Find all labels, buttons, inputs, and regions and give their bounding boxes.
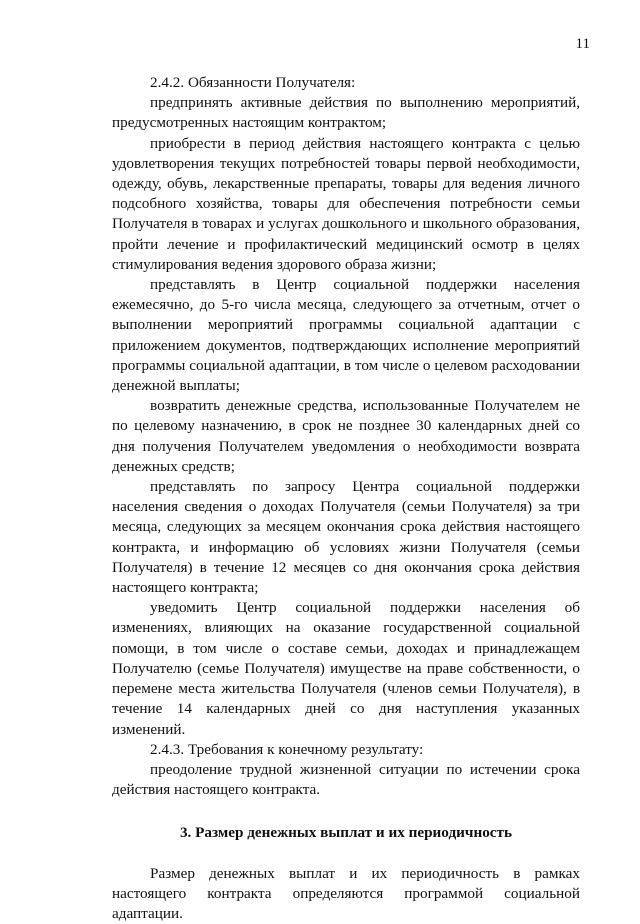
section-3-text: Размер денежных выплат и их периодичность в рамках настоящего контракта определяются программой социальной адаптации. (112, 864, 580, 922)
obligation-active-actions: предпринять активные действия по выполнению мероприятий, предусмотренных настоящим контрактом; (112, 94, 580, 132)
obligation-purchase-goods: приобрести в период действия настоящего контракта с целью удовлетворения текущих потребностей товары первой необходимости, одежду, обувь, лекарственные препараты, товары для ведения личного подсобного хозяйства, товары для обеспечения потребности семьи Получателя в товарах и услугах дошкольного и школьного образования, пройти лечение и профилактический медицинский осмотр в целях стимулирования ведения здорового образа жизни; (112, 134, 580, 273)
final-result-requirement: преодоление трудной жизненной ситуации по истечении срока действия настоящего контракта. (112, 760, 580, 799)
clause-2-4-3-heading: 2.4.3. Требования к конечному результату: (150, 740, 424, 758)
obligation-notify-changes: уведомить Центр социальной поддержки населения об изменениях, влияющих на оказание государственной социальной помощи, в том числе о составе семьи, доходах и принадлежащем Получателю (семье Получателя) имуществе на праве собственности, о перемене места жительства Получателя (членов семьи Получателя), в течение 14 календарных дней со дня наступления указанных изменений. (112, 599, 580, 738)
clause-2-4-2-heading: 2.4.2. Обязанности Получателя: (150, 74, 356, 91)
section-3-title: 3. Размер денежных выплат и их периодичность (179, 824, 513, 842)
document-body (112, 73, 580, 924)
obligation-monthly-report: представлять в Центр социальной поддержки населения ежемесячно, до 5-го числа месяца, следующего за отчетным, отчет о выполнении мероприятий программы социальной адаптации с приложением документов, подтверждающих исполнение мероприятий программы социальной адаптации, в том числе о целевом расходовании денежной выплаты; (112, 276, 580, 395)
obligation-return-funds: возвратить денежные средства, использованные Получателем не по целевому назначению, в срок не позднее 30 календарных дней со дня получения Получателем уведомления о необходимости возврата денежных средств; (112, 397, 580, 475)
obligation-provide-income-info: представлять по запросу Центра социальной поддержки населения сведения о доходах Получателя (семьи Получателя) за три месяца, следующих за месяцем окончания срока действия настоящего контракта, и информацию об условиях жизни Получателя (семьи Получателя) в течение 12 месяцев со дня окончания срока действия настоящего контракта; (112, 478, 580, 597)
page-number: 11 (575, 36, 590, 52)
